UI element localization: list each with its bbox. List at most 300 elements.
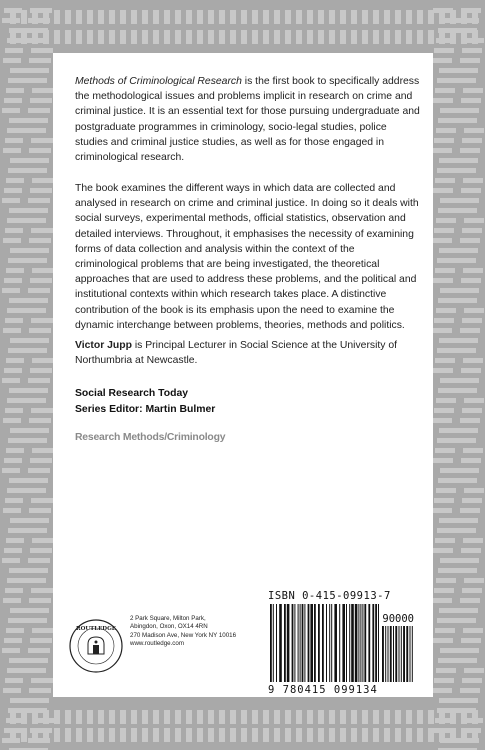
barcode-bar xyxy=(292,604,294,682)
background-stripe xyxy=(26,658,48,663)
background-stripe xyxy=(32,448,54,453)
background-stripe xyxy=(21,10,27,24)
background-stripe xyxy=(27,158,49,163)
background-stripe xyxy=(462,498,482,503)
background-stripe xyxy=(43,728,49,742)
background-stripe xyxy=(98,10,104,24)
background-stripe xyxy=(439,518,459,523)
background-stripe xyxy=(440,468,460,473)
background-stripe xyxy=(3,418,21,423)
background-stripe xyxy=(439,728,445,742)
background-stripe xyxy=(459,198,479,203)
background-stripe xyxy=(436,308,456,313)
background-stripe xyxy=(373,10,379,24)
background-stripe xyxy=(274,30,280,44)
background-stripe xyxy=(460,148,480,153)
background-stripe xyxy=(26,298,48,303)
background-stripe xyxy=(27,428,49,433)
background-stripe xyxy=(7,398,25,403)
background-stripe xyxy=(362,10,368,24)
background-stripe xyxy=(26,568,48,573)
background-stripe xyxy=(439,698,459,703)
background-stripe xyxy=(462,588,482,593)
background-stripe xyxy=(406,710,412,724)
background-stripe xyxy=(87,710,93,724)
isbn-label: ISBN 0-415-09913-7 xyxy=(268,590,391,602)
barcode-addon-number: 90000 xyxy=(382,613,414,625)
background-stripe xyxy=(464,218,484,223)
background-stripe xyxy=(142,10,148,24)
background-stripe xyxy=(460,688,480,693)
background-stripe xyxy=(318,710,324,724)
barcode-bar xyxy=(375,604,377,682)
background-stripe xyxy=(5,48,23,53)
background-stripe xyxy=(3,58,21,63)
background-stripe xyxy=(29,58,51,63)
background-stripe xyxy=(65,30,71,44)
background-stripe xyxy=(32,538,54,543)
background-stripe xyxy=(459,108,479,113)
background-stripe xyxy=(434,48,454,53)
description-paragraph-2: The book examines the different ways in which data are collected and analysed in research on crime and criminal justice. In doing so it deals with social surveys, experimental methods, official statistics, observation and detailed interviews. Throughout, it emphasises the necessity of examining forms of data collection and analysis within the context of the criminological problems that are being investigated, the theoretical approaches that are used to address these problems, and the political and institutional contexts within which research takes place. A distinctive contribution of the book is its emphasis upon the need to examine the dynamic interchange between problems, theories, methods and politics. xyxy=(75,183,419,331)
barcode-bar xyxy=(358,604,359,682)
background-stripe xyxy=(28,288,50,293)
background-stripe xyxy=(9,118,27,123)
background-stripe xyxy=(439,248,459,253)
background-stripe xyxy=(438,658,458,663)
background-stripe xyxy=(27,248,49,253)
background-stripe xyxy=(462,228,482,233)
background-stripe xyxy=(438,208,458,213)
background-stripe xyxy=(461,278,481,283)
background-stripe xyxy=(186,710,192,724)
background-stripe xyxy=(25,258,47,263)
background-stripe xyxy=(164,30,170,44)
background-stripe xyxy=(307,728,313,742)
background-stripe xyxy=(252,728,258,742)
background-stripe xyxy=(329,710,335,724)
barcode-bar xyxy=(393,626,394,682)
background-stripe xyxy=(153,710,159,724)
background-stripe xyxy=(197,30,203,44)
background-stripe xyxy=(458,248,478,253)
barcode-bar xyxy=(329,604,330,682)
background-stripe xyxy=(5,228,23,233)
background-stripe xyxy=(109,10,115,24)
background-stripe xyxy=(25,348,47,353)
background-stripe xyxy=(296,10,302,24)
background-stripe xyxy=(434,498,454,503)
background-stripe xyxy=(186,10,192,24)
background-stripe xyxy=(456,618,476,623)
barcode-bar xyxy=(287,604,290,682)
barcode-bar xyxy=(351,604,354,682)
background-stripe xyxy=(428,728,434,742)
background-stripe xyxy=(208,710,214,724)
background-stripe xyxy=(25,78,47,83)
background-stripe xyxy=(8,168,26,173)
background-stripe xyxy=(440,558,460,563)
background-stripe xyxy=(28,108,50,113)
background-stripe xyxy=(31,138,53,143)
barcode-bar xyxy=(349,604,350,682)
background-stripe xyxy=(252,710,258,724)
background-stripe xyxy=(434,678,454,683)
background-stripe xyxy=(6,448,24,453)
background-stripe xyxy=(263,30,269,44)
background-stripe xyxy=(241,10,247,24)
background-stripe xyxy=(464,578,484,583)
background-stripe xyxy=(461,710,467,724)
background-stripe xyxy=(432,58,452,63)
background-stripe xyxy=(24,578,46,583)
background-stripe xyxy=(435,268,455,273)
background-stripe xyxy=(384,10,390,24)
background-stripe xyxy=(10,248,28,253)
background-stripe xyxy=(3,148,21,153)
background-stripe xyxy=(318,10,324,24)
background-stripe xyxy=(435,88,455,93)
background-stripe xyxy=(439,608,459,613)
background-stripe xyxy=(395,728,401,742)
background-stripe xyxy=(464,308,484,313)
background-stripe xyxy=(461,548,481,553)
background-stripe xyxy=(4,188,22,193)
background-stripe xyxy=(25,618,47,623)
background-stripe xyxy=(450,728,456,742)
background-stripe xyxy=(21,728,27,742)
barcode-bar xyxy=(395,626,397,682)
background-stripe xyxy=(463,88,483,93)
background-stripe xyxy=(296,728,302,742)
background-stripe xyxy=(307,710,313,724)
background-stripe xyxy=(230,10,236,24)
background-stripe xyxy=(5,408,23,413)
background-stripe xyxy=(434,588,454,593)
barcode-bar xyxy=(385,626,386,682)
background-stripe xyxy=(263,710,269,724)
background-stripe xyxy=(208,728,214,742)
background-stripe xyxy=(459,468,479,473)
background-stripe xyxy=(7,488,25,493)
background-stripe xyxy=(32,358,54,363)
barcode-bar xyxy=(331,604,332,682)
barcode-bar xyxy=(302,604,304,682)
background-stripe xyxy=(459,378,479,383)
background-stripe xyxy=(8,618,26,623)
barcode-bar xyxy=(308,604,310,682)
background-stripe xyxy=(463,538,483,543)
background-stripe xyxy=(10,710,16,724)
background-stripe xyxy=(109,30,115,44)
background-stripe xyxy=(252,10,258,24)
background-stripe xyxy=(472,30,478,44)
background-stripe xyxy=(29,418,51,423)
background-stripe xyxy=(460,238,480,243)
background-stripe xyxy=(428,10,434,24)
background-stripe xyxy=(456,168,476,173)
background-stripe xyxy=(440,108,460,113)
background-stripe xyxy=(351,10,357,24)
background-stripe xyxy=(6,178,24,183)
background-stripe xyxy=(285,728,291,742)
background-stripe xyxy=(6,268,24,273)
background-stripe xyxy=(438,388,458,393)
background-stripe xyxy=(460,58,480,63)
background-stripe xyxy=(329,30,335,44)
background-stripe xyxy=(263,728,269,742)
background-stripe xyxy=(459,558,479,563)
background-stripe xyxy=(98,710,104,724)
background-stripe xyxy=(8,258,26,263)
background-stripe xyxy=(395,10,401,24)
barcode-bar xyxy=(364,604,366,682)
background-stripe xyxy=(274,10,280,24)
background-stripe xyxy=(32,628,54,633)
background-stripe xyxy=(296,710,302,724)
background-stripe xyxy=(472,728,478,742)
background-stripe xyxy=(428,710,434,724)
background-stripe xyxy=(458,158,478,163)
barcode-bar xyxy=(360,604,361,682)
barcode-bar xyxy=(355,604,358,682)
background-stripe xyxy=(8,348,26,353)
background-stripe xyxy=(351,710,357,724)
background-stripe xyxy=(131,710,137,724)
background-stripe xyxy=(31,678,53,683)
barcode-bar xyxy=(388,626,389,682)
background-stripe xyxy=(26,208,48,213)
background-stripe xyxy=(7,218,25,223)
background-stripe xyxy=(432,148,452,153)
background-stripe xyxy=(437,528,457,533)
background-stripe xyxy=(26,388,48,393)
address-line: www.routledge.com xyxy=(130,640,184,648)
background-stripe xyxy=(230,710,236,724)
barcode-bar xyxy=(300,604,301,682)
background-stripe xyxy=(30,278,52,283)
barcode-bar xyxy=(342,604,345,682)
background-stripe xyxy=(436,488,456,493)
background-stripe xyxy=(28,378,50,383)
background-stripe xyxy=(27,68,49,73)
background-stripe xyxy=(120,728,126,742)
background-stripe xyxy=(395,30,401,44)
barcode-bar xyxy=(270,604,272,682)
barcode-bar xyxy=(403,626,405,682)
background-stripe xyxy=(340,710,346,724)
series-editor: Series Editor: Martin Bulmer xyxy=(75,403,216,415)
background-stripe xyxy=(208,10,214,24)
background-stripe xyxy=(457,298,477,303)
background-stripe xyxy=(30,188,52,193)
barcode-bar xyxy=(314,604,316,682)
background-stripe xyxy=(435,538,455,543)
background-stripe xyxy=(435,448,455,453)
background-stripe xyxy=(457,118,477,123)
background-stripe xyxy=(417,30,423,44)
background-stripe xyxy=(461,10,467,24)
background-stripe xyxy=(8,528,26,533)
barcode-bar xyxy=(318,604,320,682)
background-stripe xyxy=(432,328,452,333)
background-stripe xyxy=(434,228,454,233)
background-stripe xyxy=(9,388,27,393)
background-stripe xyxy=(230,728,236,742)
background-stripe xyxy=(10,608,28,613)
background-stripe xyxy=(153,10,159,24)
barcode-bar xyxy=(362,604,363,682)
background-stripe xyxy=(439,710,445,724)
barcode-bar xyxy=(406,626,408,682)
background-stripe xyxy=(433,188,453,193)
background-stripe xyxy=(373,710,379,724)
background-stripe xyxy=(43,10,49,24)
barcode-bar xyxy=(276,604,277,682)
background-stripe xyxy=(3,688,21,693)
background-stripe xyxy=(87,10,93,24)
background-stripe xyxy=(462,318,482,323)
background-stripe xyxy=(329,728,335,742)
background-stripe xyxy=(197,728,203,742)
background-stripe xyxy=(4,638,22,643)
background-stripe xyxy=(219,710,225,724)
background-stripe xyxy=(437,258,457,263)
background-stripe xyxy=(76,710,82,724)
background-stripe xyxy=(30,368,52,373)
background-stripe xyxy=(4,458,22,463)
publisher-address xyxy=(130,615,236,649)
background-stripe xyxy=(29,598,51,603)
background-stripe xyxy=(464,398,484,403)
background-stripe xyxy=(435,178,455,183)
background-stripe xyxy=(285,10,291,24)
background-stripe xyxy=(54,710,60,724)
background-stripe xyxy=(21,710,27,724)
background-stripe xyxy=(32,268,54,273)
background-stripe xyxy=(437,438,457,443)
background-stripe xyxy=(373,30,379,44)
background-stripe xyxy=(131,10,137,24)
background-stripe xyxy=(450,710,456,724)
background-stripe xyxy=(4,278,22,283)
address-line: Abingdon, Oxon, OX14 4RN xyxy=(130,623,208,631)
background-stripe xyxy=(32,728,38,742)
background-stripe xyxy=(5,138,23,143)
background-stripe xyxy=(439,338,459,343)
background-stripe xyxy=(274,728,280,742)
background-stripe xyxy=(463,448,483,453)
background-stripe xyxy=(340,10,346,24)
background-stripe xyxy=(307,10,313,24)
background-stripe xyxy=(436,218,456,223)
background-stripe xyxy=(463,178,483,183)
routledge-logo-icon xyxy=(68,618,124,674)
background-stripe xyxy=(3,508,21,513)
background-stripe xyxy=(65,10,71,24)
background-stripe xyxy=(3,598,21,603)
background-stripe xyxy=(274,710,280,724)
background-stripe xyxy=(65,710,71,724)
background-stripe xyxy=(461,728,467,742)
book-title-italic: Methods of Criminological Research xyxy=(75,76,242,87)
background-stripe xyxy=(6,538,24,543)
background-stripe xyxy=(450,10,456,24)
background-stripe xyxy=(109,728,115,742)
barcode-bar xyxy=(339,604,340,682)
background-stripe xyxy=(208,30,214,44)
background-stripe xyxy=(438,118,458,123)
background-stripe xyxy=(440,198,460,203)
background-stripe xyxy=(2,288,20,293)
background-stripe xyxy=(434,138,454,143)
barcode xyxy=(268,602,416,684)
background-stripe xyxy=(5,678,23,683)
background-stripe xyxy=(461,188,481,193)
background-stripe xyxy=(340,728,346,742)
background-stripe xyxy=(54,728,60,742)
background-stripe xyxy=(4,98,22,103)
background-stripe xyxy=(433,278,453,283)
category-label: Research Methods/Criminology xyxy=(75,432,226,443)
barcode-bar xyxy=(298,604,299,682)
background-stripe xyxy=(30,458,52,463)
address-line: 270 Madison Ave, New York NY 10016 xyxy=(130,631,237,639)
background-stripe xyxy=(362,728,368,742)
background-stripe xyxy=(472,710,478,724)
background-stripe xyxy=(456,258,476,263)
background-stripe xyxy=(5,498,23,503)
barcode-bar xyxy=(368,604,370,682)
background-stripe xyxy=(131,728,137,742)
address-line: 2 Park Square, Milton Park, xyxy=(130,615,206,622)
background-stripe xyxy=(30,548,52,553)
background-stripe xyxy=(439,158,459,163)
background-stripe xyxy=(2,468,20,473)
background-stripe xyxy=(10,338,28,343)
background-stripe xyxy=(3,238,21,243)
background-stripe xyxy=(432,688,452,693)
background-stripe xyxy=(440,288,460,293)
background-stripe xyxy=(32,88,54,93)
background-stripe xyxy=(457,658,477,663)
background-stripe xyxy=(433,638,453,643)
background-stripe xyxy=(175,710,181,724)
background-stripe xyxy=(450,30,456,44)
background-stripe xyxy=(285,30,291,44)
author-bio xyxy=(75,338,420,368)
background-stripe xyxy=(439,30,445,44)
background-stripe xyxy=(32,30,38,44)
background-stripe xyxy=(28,198,50,203)
background-stripe xyxy=(351,30,357,44)
background-stripe xyxy=(252,30,258,44)
barcode-bar xyxy=(310,604,313,682)
background-stripe xyxy=(32,178,54,183)
background-stripe xyxy=(31,408,53,413)
background-stripe xyxy=(164,710,170,724)
background-stripe xyxy=(9,478,27,483)
background-stripe xyxy=(395,710,401,724)
background-stripe xyxy=(26,118,48,123)
background-stripe xyxy=(241,710,247,724)
background-stripe xyxy=(439,10,445,24)
background-stripe xyxy=(463,628,483,633)
background-stripe xyxy=(318,728,324,742)
background-stripe xyxy=(460,598,480,603)
background-stripe xyxy=(98,728,104,742)
background-stripe xyxy=(10,68,28,73)
